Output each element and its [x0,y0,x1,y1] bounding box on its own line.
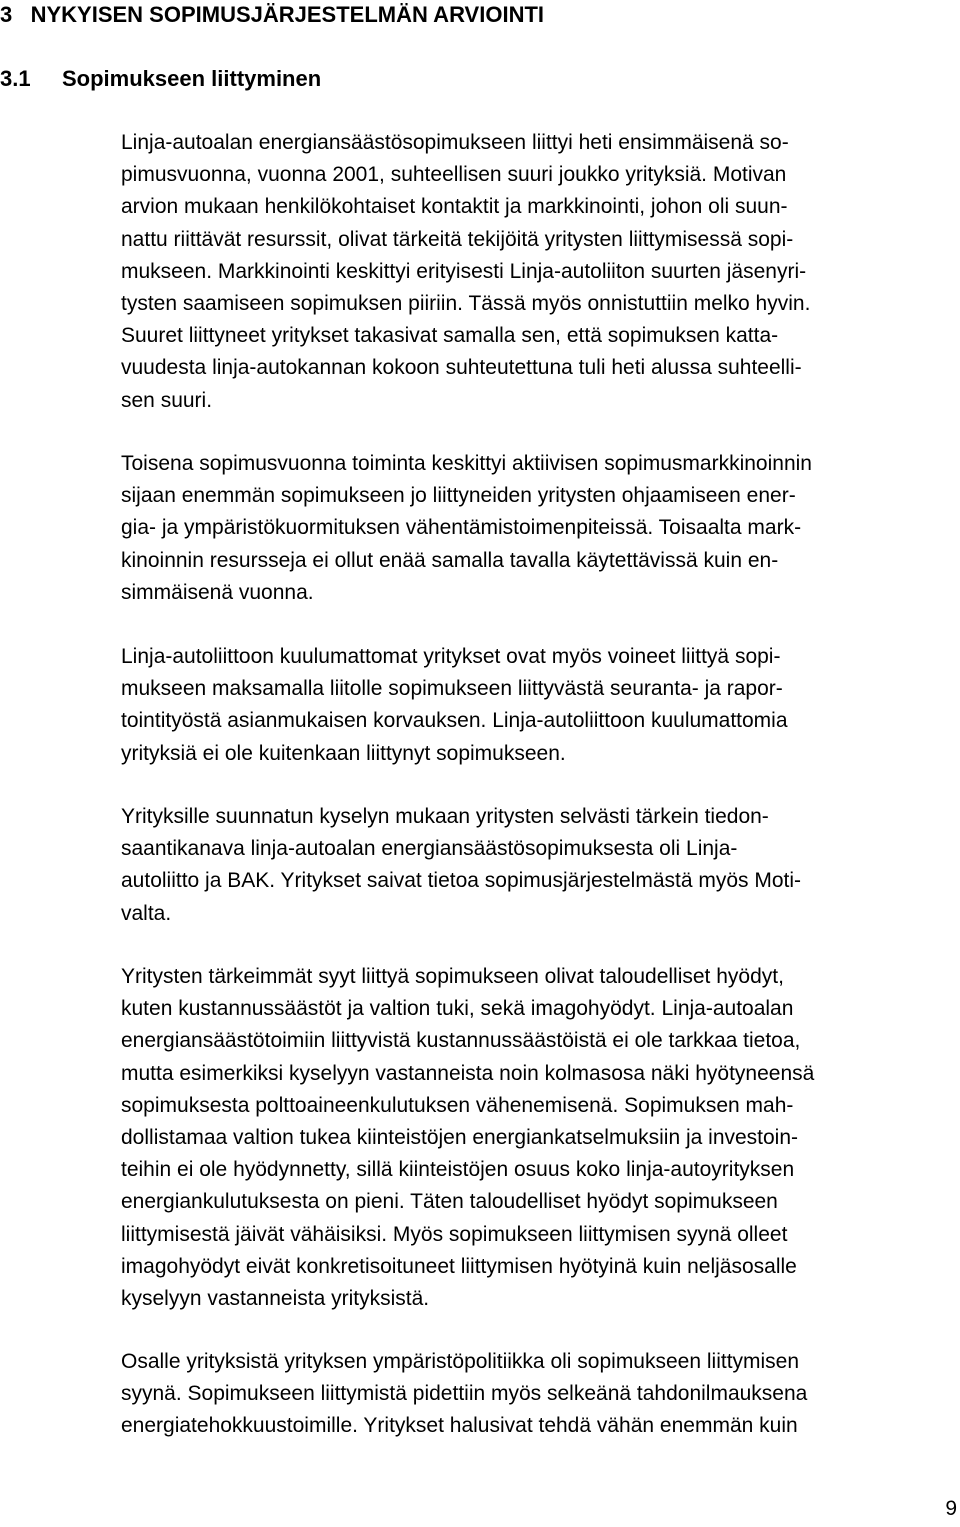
paragraph-line: energiankulutuksesta on pieni. Täten taloudelliset hyödyt sopimukseen [121,1190,778,1214]
paragraph-line: mukseen. Markkinointi keskittyi erityisesti Linja-autoliiton suurten jäsenyri- [121,259,807,283]
paragraph-line: kuten kustannussäästöt ja valtion tuki, sekä imagohyödyt. Linja-autoalan [121,997,794,1021]
subsection-heading [0,64,321,94]
paragraph-line: sijaan enemmän sopimukseen jo liittyneiden yritysten ohjaamiseen ener- [121,484,796,508]
page-number: 9 [945,1497,957,1520]
paragraph-line: autoliitto ja BAK. Yritykset saivat tietoa sopimusjärjestelmästä myös Moti- [121,869,802,893]
paragraph-line: tointityöstä asianmukaisen korvauksen. Linja-autoliittoon kuulumattomia [121,709,788,733]
paragraph-line: syynä. Sopimukseen liittymistä pidettiin myös selkeänä tahdonilmauksena [121,1382,808,1406]
paragraph [121,448,955,609]
paragraph-line: mukseen maksamalla liitolle sopimukseen liittyvästä seuranta- ja rapor- [121,677,783,701]
paragraph-line: energiansäästötoimiin liittyvistä kustannussäästöistä ei ole tarkkaa tietoa, [121,1029,801,1053]
paragraph-line: Osalle yrityksistä yrityksen ympäristöpolitiikka oli sopimukseen liittymisen [121,1350,800,1373]
paragraph-line: Linja-autoliittoon kuulumattomat yritykset ovat myös voineet liittyä sopi- [121,645,781,668]
paragraph-line: valta. [121,901,172,925]
subsection-number: 3.1 [0,66,31,91]
paragraph [121,641,955,770]
section-title: NYKYISEN SOPIMUSJÄRJESTELMÄN ARVIOINTI [30,2,545,27]
paragraph-line: imagohyödyt eivät konkretisoituneet liittymisen hyötyinä kuin neljäsosalle [121,1254,797,1278]
section-heading [0,0,544,30]
paragraph-line: Yrityksille suunnatun kyselyn mukaan yritysten selvästi tärkein tiedon- [121,805,769,828]
paragraph-line: liittymisestä jäivät vähäisiksi. Myös sopimukseen liittymisen syynä olleet [121,1222,788,1246]
paragraph-line: mutta esimerkiksi kyselyyn vastanneista noin kolmasosa näki hyötyneensä [121,1061,815,1085]
paragraph-line: sen suuri. [121,388,213,412]
paragraph-line: pimusvuonna, vuonna 2001, suhteellisen suuri joukko yrityksiä. Motivan [121,163,787,187]
subsection-title: Sopimukseen liittyminen [62,66,322,91]
paragraph-line: yrityksiä ei ole kuitenkaan liittynyt sopimukseen. [121,741,566,765]
paragraph-line: Yritysten tärkeimmät syyt liittyä sopimukseen olivat taloudelliset hyödyt, [121,965,784,988]
paragraph-line: tysten saamiseen sopimuksen piiriin. Tässä myös onnistuttiin melko hyvin. [121,292,811,316]
paragraph-line: kyselyyn vastanneista yrityksistä. [121,1287,430,1311]
paragraph-line: teihin ei ole hyödynnetty, sillä kiinteistöjen osuus koko linja-autoyrityksen [121,1158,795,1182]
section-number: 3 [0,2,13,27]
paragraph-line: sopimuksesta polttoaineenkulutuksen vähenemisenä. Sopimuksen mah- [121,1093,794,1117]
paragraph-line: Toisena sopimusvuonna toiminta keskittyi aktiivisen sopimusmarkkinoinnin [121,452,812,475]
paragraph-line: saantikanava linja-autoalan energiansäästösopimuksesta oli Linja- [121,837,738,861]
paragraph-line: energiatehokkuustoimille. Yritykset halusivat tehdä vähän enemmän kuin [121,1414,798,1438]
paragraph [121,127,955,417]
paragraph-line: simmäisenä vuonna. [121,580,314,604]
paragraph-line: vuudesta linja-autokannan kokoon suhteutettuna tuli heti alussa suhteelli- [121,356,802,380]
paragraph-line: gia- ja ympäristökuormituksen vähentämistoimenpiteissä. Toisaalta mark- [121,516,802,540]
paragraph [121,801,955,930]
paragraph [121,1346,955,1443]
paragraph-line: arvion mukaan henkilökohtaiset kontaktit ja markkinointi, johon oli suun- [121,195,788,219]
paragraph [121,961,955,1315]
paragraph-line: dollistamaa valtion tukea kiinteistöjen energiankatselmuksiin ja investoin- [121,1126,799,1150]
paragraph-line: kinoinnin resursseja ei ollut enää samalla tavalla käytettävissä kuin en- [121,548,779,572]
paragraph-line: Linja-autoalan energiansäästösopimukseen liittyi heti ensimmäisenä so- [121,131,789,154]
paragraph-line: Suuret liittyneet yritykset takasivat samalla sen, että sopimuksen katta- [121,324,779,348]
paragraph-line: nattu riittävät resurssit, olivat tärkeitä tekijöitä yritysten liittymisessä sopi- [121,227,794,251]
